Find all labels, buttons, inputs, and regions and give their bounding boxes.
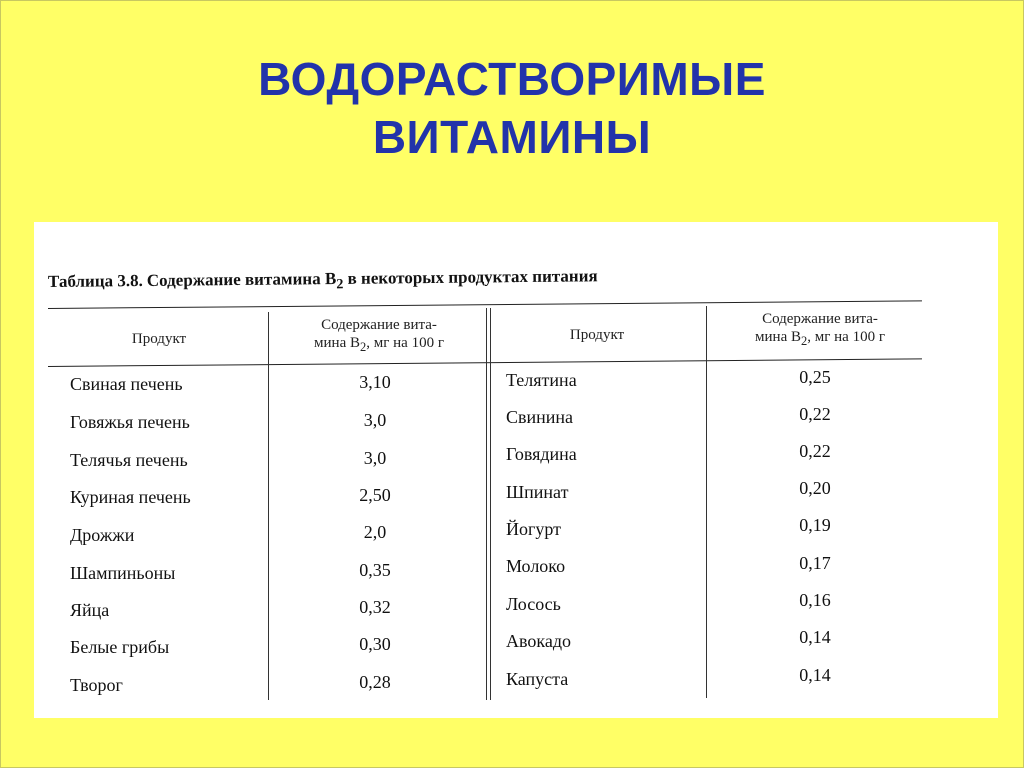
product-name: Творог xyxy=(70,675,123,695)
vitamin-value: 0,17 xyxy=(799,553,831,573)
header-content-right-line2: мина $B_2$, мг на 100 г xyxy=(755,329,885,348)
product-name: Яйца xyxy=(70,600,110,620)
table-header-rule xyxy=(48,358,922,367)
table-caption-text: Содержание витамина B xyxy=(146,268,337,290)
product-name: Говядина xyxy=(506,444,577,464)
vitamin-value: 0,22 xyxy=(799,404,831,424)
product-name: Свиная печень xyxy=(70,374,183,394)
vitamin-value: 0,14 xyxy=(799,627,831,647)
vitamin-value: 2,50 xyxy=(359,485,391,505)
slide-title xyxy=(0,50,1024,166)
table-panel xyxy=(34,222,998,718)
vitamin-value: 0,32 xyxy=(359,597,391,617)
product-name: Свинина xyxy=(506,407,574,427)
header-content-left-line2: мина $B_2$, мг на 100 г xyxy=(314,335,444,354)
vitamin-value: 2,0 xyxy=(363,522,387,542)
vitamin-value: 0,14 xyxy=(799,665,831,685)
header-content-left xyxy=(284,316,474,356)
header-product-left: Продукт xyxy=(131,331,187,347)
header-content-left-line1: Содержание вита- xyxy=(321,317,437,333)
vitamin-value: 0,35 xyxy=(359,560,391,580)
table-caption-label: Таблица 3.8. xyxy=(47,271,143,291)
vitamin-value: 0,20 xyxy=(799,478,831,498)
vitamin-value: 3,0 xyxy=(363,448,387,468)
vitamin-value: 0,22 xyxy=(799,441,831,461)
vitamin-value: 3,10 xyxy=(359,372,391,392)
product-name: Капуста xyxy=(506,669,569,689)
header-product-right: Продукт xyxy=(569,327,625,343)
vitamin-value: 0,19 xyxy=(799,515,831,535)
column-divider-middle-2 xyxy=(490,308,491,700)
table-caption-rest: в некоторых продуктах питания xyxy=(343,266,598,288)
column-divider-right xyxy=(706,306,707,698)
product-name: Говяжья печень xyxy=(70,412,190,432)
vitamin-value: 0,16 xyxy=(799,590,831,610)
product-name: Авокадо xyxy=(506,631,571,651)
vitamin-value: 0,28 xyxy=(359,672,391,692)
vitamin-value: 3,0 xyxy=(363,410,387,430)
product-name: Телятина xyxy=(506,370,577,390)
product-name: Лосось xyxy=(506,594,561,614)
product-name: Белые грибы xyxy=(70,637,170,657)
column-divider-left xyxy=(268,312,269,700)
vitamin-value: 0,30 xyxy=(359,634,391,654)
product-name: Телячья печень xyxy=(70,450,188,470)
product-name: Молоко xyxy=(506,556,566,576)
table-top-rule xyxy=(48,300,922,309)
slide-title-line-2: ВИТАМИНЫ xyxy=(372,111,652,163)
header-content-right xyxy=(720,310,920,350)
slide-title-line-1: ВОДОРАСТВОРИМЫЕ xyxy=(258,53,766,105)
table-caption xyxy=(48,266,598,296)
product-name: Шампиньоны xyxy=(70,563,176,583)
table-caption-sub: 2 xyxy=(336,276,344,293)
vitamin-value: 0,25 xyxy=(799,367,831,387)
product-name: Йогурт xyxy=(506,519,562,539)
product-name: Дрожжи xyxy=(70,525,135,545)
product-name: Шпинат xyxy=(506,482,569,502)
header-content-right-line1: Содержание вита- xyxy=(762,311,878,327)
product-name: Куриная печень xyxy=(70,487,191,507)
column-divider-middle xyxy=(486,308,487,700)
